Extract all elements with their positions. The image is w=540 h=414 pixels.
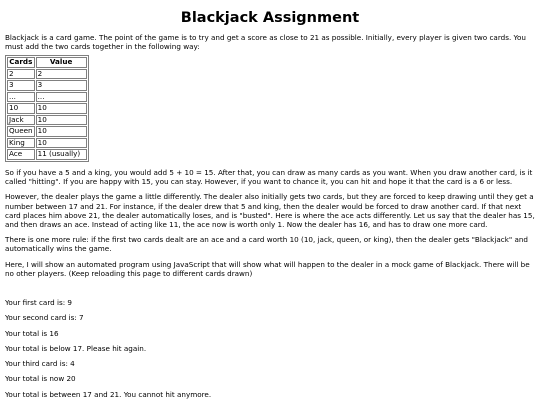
table-row <box>7 103 87 114</box>
table-cell-card: Queen <box>9 126 33 136</box>
column-header-value: Value <box>36 57 87 68</box>
table-cell-value: 3 <box>36 80 87 91</box>
table-cell-card: Jack <box>7 115 35 126</box>
blackjack-rule-paragraph: There is one more rule: if the first two cards dealt are an ace and a card worth 10 (10, jack, queen, or king), then the dealer gets "Blackjack" and automatically wins the game. <box>5 235 528 254</box>
page <box>0 9 540 399</box>
table-cell-value: 11 (usually) <box>36 149 87 160</box>
table-row <box>7 149 87 160</box>
table-cell-value: 2 <box>36 69 87 80</box>
table-row <box>7 115 87 126</box>
output-line: Your first card is: 9 <box>5 297 73 307</box>
table-row <box>7 138 87 149</box>
table-row <box>7 80 87 91</box>
program-description-paragraph: Here, I will show an automated program using JavaScript that will show what will happen to the dealer in a mock game of Blackjack. There will be no other players. (Keep reloading this page to different cards drawn) <box>5 259 530 278</box>
table-cell-card: King <box>7 138 35 149</box>
table-header-row <box>7 57 87 68</box>
table-row <box>7 69 87 80</box>
output-line: Your second card is: 7 <box>5 313 84 323</box>
card-values-table <box>5 55 89 162</box>
output-line: Your total is below 17. Please hit again. <box>5 343 147 353</box>
output-line: Your total is now 20 <box>5 374 76 384</box>
table-cell-card: 3 <box>7 80 35 91</box>
table-cell-value: 10 <box>36 103 87 114</box>
dealer-rules-paragraph: However, the dealer plays the game a little differently. The dealer also initially gets two cards, but they are forced to keep drawing until they get a number between 17 and 21. For instance, if the dealer drew that 5 and king, then the dealer would be forced to draw another card. If that next card places him above 21, the dealer automatically loses, and is "busted". Here is where the ace acts differently. Let us say that the dealer has 15, and then draws an ace. Instead of acting like 11, the ace now is worth only 1. Now the dealer has 16, and has to draw one more card. <box>5 192 535 229</box>
player-rules-paragraph: So if you have a 5 and a king, you would add 5 + 10 = 15. After that, you can draw as many cards as you want. When you draw another card, is it called "hitting". If you are happy with 15, you can stay. However, if you want to chance it, you can hit and hope it that the card is a 6 or less. <box>5 167 533 187</box>
table-cell-card: ... <box>7 92 35 103</box>
table-row <box>7 126 87 137</box>
column-header-cards: Cards <box>7 57 35 68</box>
table-cell-card: 2 <box>7 69 35 80</box>
table-cell-value: 10 <box>36 126 87 137</box>
page-title: Blackjack Assignment <box>180 10 360 26</box>
table-cell-value: ... <box>36 92 87 103</box>
table-cell-card: Ace <box>7 149 35 160</box>
output-line: Your total is between 17 and 21. You cannot hit anymore. <box>5 389 212 399</box>
game-output <box>5 298 535 399</box>
output-line: Your third card is: 4 <box>5 359 75 369</box>
table-cell-value: 10 <box>36 138 87 149</box>
table-cell-value: 10 <box>36 115 87 126</box>
table-cell-card: 10 <box>7 103 35 114</box>
spacer <box>5 284 535 298</box>
intro-paragraph: Blackjack is a card game. The point of the game is to try and get a score as close to 21 as possible. Initially, every player is given two cards. You must add the two cards together in the following way: <box>5 33 526 52</box>
output-line: Your total is 16 <box>5 328 59 338</box>
table-row <box>7 92 87 103</box>
